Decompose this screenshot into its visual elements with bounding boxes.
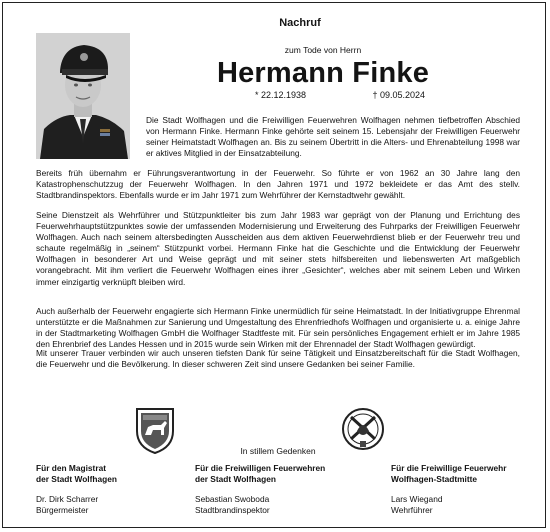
signature-org-line2: der Stadt Wolfhagen	[195, 474, 276, 485]
signature-org-line1: Für die Freiwillige Feuerwehr	[391, 463, 507, 473]
signature-org-line1: Für die Freiwilligen Feuerwehren	[195, 463, 326, 473]
portrait-photo	[36, 33, 130, 159]
signature-role: Stadtbrandinspektor	[195, 505, 270, 516]
wolfhagen-coat-of-arms-icon	[133, 405, 177, 455]
signature-feuerwehren	[195, 463, 325, 516]
signature-role: Wehrführer	[391, 505, 433, 516]
signature-org-line2: der Stadt Wolfhagen	[36, 474, 117, 485]
deceased-name: Hermann Finke	[216, 57, 430, 89]
remembrance-line: In stillem Gedenken	[240, 446, 316, 456]
signature-org-line2: Wolfhagen-Stadtmitte	[391, 474, 478, 485]
signature-magistrat	[36, 463, 117, 516]
signature-name: Dr. Dirk Scharrer	[36, 494, 99, 505]
paragraph-1: Die Stadt Wolfhagen und die Freiwilligen Feuerwehren Wolfhagen nehmen tiefbetroffen Abschied von Hermann Finke. Hermann Finke gehörte seit seinem 15. Lebensjahr der Freiwilligen Feuerwehr seiner Heimatstadt Wolfhagen an. Bis zu seinem Übertritt in die Alters- und Ehrenabteilung 1998 war er aktives Mitglied in der Einsatzabteilung.	[146, 115, 520, 159]
paragraph-2: Bereits früh übernahm er Führungsverantwortung in der Feuerwehr. So führte er von 1962 an 30 Jahre lang den Katastrophenschutzzug der Feuerwehr Wolfhagen. In den Jahren 1971 und 1972 bekleidete er das Amt des stellv. Stadtbrandinspektors. Ebenfalls wurde er im Jahr 1971 zum Wehrführer der Kernstadtwehr gewählt.	[36, 168, 520, 201]
death-date: † 09.05.2024	[372, 90, 425, 100]
paragraph-3: Seine Dienstzeit als Wehrführer und Stützpunktleiter bis zum Jahr 1983 war geprägt von der Planung und Errichtung des Feuerwehrhauptstützpunktes sowie der umfassenden Modernisierung und Erweiterung des Fuhrparks der Freiwilligen Feuerwehr Wolfhagen. Auch nach seinem altersbedingten Ausscheiden aus dem aktiven Feuerwehrdienst blieb er der Feuerwehr treu und schaute regelmäßig in „seinem“ Stützpunkt vorbei. Hermann Finke hat die Geschichte und die Entwicklung der Feuerwehr Wolfhagen in besonderer Art und Weise geprägt und mit seiner stets hilfsbereiten und liebenswerten Art maßgeblich vorangebracht. Mit ihm verliert die Feuerwehr Wolfhagen eines ihrer „Gesichter“, welches aber mit seinem Leben und Wirken immer einzigartig verknüpft bleiben wird.	[36, 210, 520, 287]
signature-org-line1: Für den Magistrat	[36, 463, 107, 473]
paragraph-5: Mit unserer Trauer verbinden wir auch unseren tiefsten Dank für seine Tätigkeit und Einsatzbereitschaft für die Stadt Wolfhagen, die Feuerwehr und die Bevölkerung. In dieser schweren Zeit sind unsere Gedanken bei seiner Familie.	[36, 348, 520, 370]
obituary-frame	[2, 2, 546, 528]
signature-role: Bürgermeister	[36, 505, 89, 516]
birth-date: * 22.12.1938	[255, 90, 307, 100]
paragraph-4: Auch außerhalb der Feuerwehr engagierte sich Hermann Finke unermüdlich für seine Heimatstadt. In der Initiativgruppe Ehrenmal unterstützte er die Maßnahmen zur Sanierung und Umgestaltung des Ehrenfriedhofs Wolfhagen und organisierte u. a. einige Jahre in der Stadtmarketing Wolfhagen GmbH die Wolfhager Stadtfeste mit. Für sein persönliches Engagement erhielt er im Jahre 1985 den Ehrenbrief des Landes Hessen und in 2015 wurde sein Wirken mit der Ehrennadel der Stadt Wolfhagen gewürdigt.	[36, 306, 520, 350]
obituary-intro: zum Tode von Herrn	[284, 45, 362, 55]
life-dates	[255, 90, 425, 100]
signature-name: Sebastian Swoboda	[195, 494, 270, 505]
obituary-heading: Nachruf	[279, 17, 321, 29]
signature-name: Lars Wiegand	[391, 494, 443, 505]
signature-stadtmitte	[391, 463, 506, 516]
